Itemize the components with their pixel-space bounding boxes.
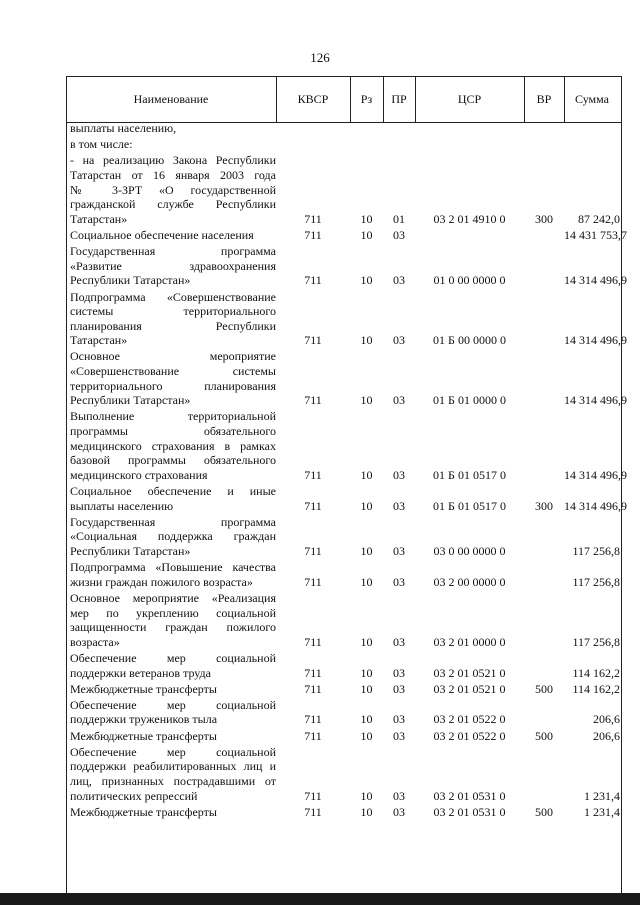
row-name-line: медицинского страхования <box>70 467 208 482</box>
row-vr: 500 <box>535 681 553 696</box>
row-name-line: поддержки реабилитированных лиц и <box>70 759 276 774</box>
row-sum: 14 314 496,9 <box>564 498 627 513</box>
row-rz: 10 <box>360 712 373 727</box>
row-name-line: территориального планирования <box>70 378 276 393</box>
row-name-line: Государственная программа <box>70 514 276 529</box>
row-kvsr: 711 <box>304 574 322 589</box>
row-csr: 03 2 01 0522 0 <box>433 712 506 727</box>
header-kvsr: КВСР <box>297 92 329 106</box>
row-rz: 10 <box>360 498 373 513</box>
row-kvsr: 711 <box>304 804 322 819</box>
row-name-line: Республики Татарстан» <box>70 273 191 288</box>
table-row <box>66 515 622 559</box>
row-csr: 03 2 01 0531 0 <box>433 788 506 803</box>
row-name-line: поддержки ветеранов труда <box>70 665 211 680</box>
row-name-line: выплаты населению, <box>70 121 177 135</box>
table-row <box>66 729 622 744</box>
row-sum: 114 162,2 <box>572 665 620 680</box>
row-name-line: № 3-ЗРТ «О государственной <box>70 182 276 197</box>
row-kvsr: 711 <box>304 712 322 727</box>
row-csr: 03 2 01 0521 0 <box>433 681 506 696</box>
row-csr: 03 2 01 0531 0 <box>433 804 506 819</box>
table-row <box>66 349 627 408</box>
row-vr: 500 <box>535 804 553 819</box>
row-name-line: Социальное обеспечение и иные <box>70 484 276 498</box>
row-csr: 03 2 01 0521 0 <box>433 665 506 680</box>
row-sum: 206,6 <box>593 712 620 727</box>
table-row <box>66 409 627 482</box>
row-name <box>66 560 276 589</box>
row-sum: 1 231,4 <box>584 788 620 803</box>
table-row <box>66 153 622 226</box>
row-kvsr: 711 <box>304 543 322 558</box>
row-name-line: Межбюджетные трансферты <box>70 804 217 819</box>
row-csr: 03 2 00 0000 0 <box>433 574 506 589</box>
row-kvsr: 711 <box>304 227 322 242</box>
header-csr: ЦСР <box>457 92 482 106</box>
table-row <box>66 227 627 243</box>
row-sum: 14 431 753,7 <box>564 227 627 242</box>
row-name <box>66 409 276 482</box>
row-sum: 114 162,2 <box>572 681 620 696</box>
table-row <box>66 484 627 513</box>
row-name <box>66 349 276 407</box>
row-kvsr: 711 <box>304 393 322 408</box>
row-name-line: жизни граждан пожилого возраста» <box>70 574 253 589</box>
row-name-line: Социальное обеспечение населения <box>70 227 254 242</box>
table-header <box>66 76 622 123</box>
row-name <box>66 698 276 727</box>
header-rz: Рз <box>360 92 373 106</box>
row-vr: 300 <box>535 211 553 226</box>
row-name-line: «Совершенствование системы <box>70 364 276 379</box>
row-name-line: медицинского страхования в рамках <box>70 438 276 453</box>
table-row <box>66 698 622 727</box>
row-kvsr: 711 <box>304 788 322 803</box>
row-name-line: программы обязательного <box>70 424 276 439</box>
row-rz: 10 <box>360 681 373 696</box>
row-name-line: Обеспечение мер социальной <box>70 650 276 665</box>
row-csr: 03 2 01 0522 0 <box>433 728 506 743</box>
row-pr: 03 <box>393 333 405 348</box>
row-sum: 14 314 496,9 <box>564 273 627 288</box>
row-name <box>66 290 276 348</box>
row-name-line: поддержки тружеников тыла <box>70 712 218 727</box>
row-name <box>66 745 276 803</box>
row-rz: 10 <box>360 665 373 680</box>
row-name-line: Основное мероприятие <box>70 349 276 364</box>
row-rz: 10 <box>360 273 373 288</box>
row-name-line: Подпрограмма «Совершенствование <box>70 289 276 304</box>
row-name-line: «Социальная поддержка граждан <box>70 529 276 544</box>
table-body <box>66 121 627 821</box>
row-name-line: базовой программы обязательного <box>70 453 276 468</box>
row-pr: 03 <box>393 498 405 513</box>
row-name <box>66 805 276 820</box>
row-pr: 03 <box>393 788 405 803</box>
row-sum: 117 256,8 <box>572 634 620 649</box>
row-sum: 117 256,8 <box>572 574 620 589</box>
row-name-line: - на реализацию Закона Республики <box>70 153 276 168</box>
row-name <box>66 137 276 152</box>
row-name <box>66 515 276 559</box>
row-name-line: планирования Республики <box>70 318 276 333</box>
row-name <box>66 651 276 680</box>
row-sum: 14 314 496,9 <box>564 467 627 482</box>
row-name-line: Обеспечение мер социальной <box>70 697 276 712</box>
row-pr: 03 <box>393 273 405 288</box>
row-csr: 01 Б 01 0000 0 <box>433 393 506 408</box>
row-rz: 10 <box>360 728 373 743</box>
table-row <box>66 121 622 136</box>
table-row <box>66 289 627 348</box>
row-name-line: Обеспечение мер социальной <box>70 744 276 759</box>
row-name-line: системы территориального <box>70 304 276 319</box>
row-name-line: лиц, признанных пострадавшими от <box>70 774 276 789</box>
row-name-line: Выполнение территориальной <box>70 409 276 424</box>
row-sum: 1 231,4 <box>584 804 620 819</box>
row-vr: 500 <box>535 728 553 743</box>
row-pr: 03 <box>393 804 405 819</box>
row-name-line: гражданской службе Республики <box>70 197 276 212</box>
row-name-line: Межбюджетные трансферты <box>70 728 217 743</box>
row-name <box>66 729 276 744</box>
table-row <box>66 651 622 680</box>
row-name-line: Татарстан» <box>70 211 128 226</box>
row-name-line: возраста» <box>70 634 120 649</box>
row-sum: 87 242,0 <box>578 211 620 226</box>
row-vr: 300 <box>535 498 553 513</box>
row-name-line: Государственная программа <box>70 244 276 259</box>
row-rz: 10 <box>360 333 373 348</box>
row-rz: 10 <box>360 574 373 589</box>
row-pr: 03 <box>393 393 405 408</box>
row-name-line: выплаты населению <box>70 498 174 513</box>
row-csr: 01 Б 00 0000 0 <box>433 333 506 348</box>
row-rz: 10 <box>360 804 373 819</box>
row-name <box>66 244 276 288</box>
page-number: 126 <box>310 50 330 65</box>
header-vr: ВР <box>536 92 552 106</box>
row-name-line: Татарстан от 16 января 2003 года <box>70 167 276 182</box>
row-pr: 03 <box>393 681 405 696</box>
row-name-line: Подпрограмма «Повышение качества <box>70 560 276 575</box>
row-pr: 01 <box>393 211 405 226</box>
row-name-line: в том числе: <box>70 137 133 152</box>
row-rz: 10 <box>360 227 373 242</box>
row-sum: 14 314 496,9 <box>564 333 627 348</box>
row-kvsr: 711 <box>304 273 322 288</box>
row-name <box>66 682 276 697</box>
row-name-line: Основное мероприятие «Реализация <box>70 590 276 605</box>
row-kvsr: 711 <box>304 211 322 226</box>
row-pr: 03 <box>393 543 405 558</box>
header-name: Наименование <box>133 92 209 106</box>
row-pr: 03 <box>393 227 405 242</box>
row-name-line: мер по укреплению социальной <box>70 605 276 620</box>
row-pr: 03 <box>393 665 405 680</box>
row-rz: 10 <box>360 543 373 558</box>
row-kvsr: 711 <box>304 467 322 482</box>
row-name <box>66 591 276 649</box>
row-name-line: защищенности граждан пожилого <box>70 620 276 635</box>
row-kvsr: 711 <box>304 333 322 348</box>
row-name-line: Межбюджетные трансферты <box>70 681 217 696</box>
table-row <box>66 745 622 803</box>
row-kvsr: 711 <box>304 634 322 649</box>
header-sum: Сумма <box>575 92 609 106</box>
row-name-line: Татарстан» <box>70 333 128 348</box>
row-csr: 01 0 00 0000 0 <box>433 273 506 288</box>
row-rz: 10 <box>360 211 373 226</box>
table-row <box>66 682 622 697</box>
row-rz: 10 <box>360 788 373 803</box>
row-pr: 03 <box>393 728 405 743</box>
row-name <box>66 121 276 136</box>
table-row <box>66 805 622 820</box>
row-name-line: Республики Татарстан» <box>70 543 191 558</box>
row-name-line: политических репрессий <box>70 788 198 803</box>
table-row <box>66 244 627 288</box>
row-pr: 03 <box>393 634 405 649</box>
row-sum: 14 314 496,9 <box>564 393 627 408</box>
table-row <box>66 560 622 589</box>
row-name-line: «Развитие здравоохранения <box>70 258 276 273</box>
row-csr: 03 2 01 4910 0 <box>433 211 506 226</box>
row-csr: 03 2 01 0000 0 <box>433 634 506 649</box>
bottom-border <box>0 893 640 905</box>
row-name <box>66 153 276 226</box>
row-csr: 01 Б 01 0517 0 <box>433 467 506 482</box>
row-pr: 03 <box>393 712 405 727</box>
row-sum: 117 256,8 <box>572 543 620 558</box>
header-pr: ПР <box>391 92 407 106</box>
row-kvsr: 711 <box>304 665 322 680</box>
row-sum: 206,6 <box>593 728 620 743</box>
row-kvsr: 711 <box>304 498 322 513</box>
row-name-line: Республики Татарстан» <box>70 393 191 408</box>
row-csr: 01 Б 01 0517 0 <box>433 498 506 513</box>
row-name <box>66 228 276 243</box>
row-csr: 03 0 00 0000 0 <box>433 543 506 558</box>
row-rz: 10 <box>360 393 373 408</box>
table-row <box>66 591 622 649</box>
row-name <box>66 484 276 513</box>
row-kvsr: 711 <box>304 681 322 696</box>
table-row <box>66 137 622 152</box>
row-pr: 03 <box>393 574 405 589</box>
row-pr: 03 <box>393 467 405 482</box>
row-rz: 10 <box>360 634 373 649</box>
row-kvsr: 711 <box>304 728 322 743</box>
row-rz: 10 <box>360 467 373 482</box>
